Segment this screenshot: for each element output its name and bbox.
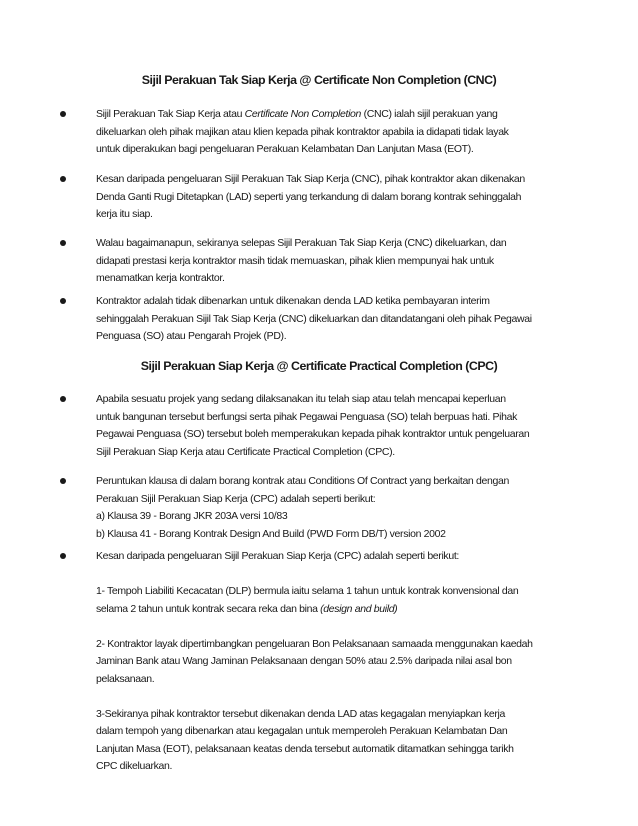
text-line — [96, 235, 574, 253]
text-line — [96, 293, 574, 311]
text-run: Denda Ganti Rugi Ditetapkan (LAD) seperti yang terkandung di dalam borang kontrak sehinggalah — [96, 190, 522, 203]
text-run: Lanjutan Masa (EOT), pelaksanaan keatas denda tersebut automatik ditamatkan sehingga tarikh — [96, 742, 514, 755]
text-run: selama 2 tahun untuk kontrak secara reka dan bina — [96, 602, 321, 615]
text-run: b) Klausa 41 - Borang Kontrak Design And Build (PWD Form DB/T) version 2002 — [96, 527, 446, 540]
text-run: Apabila sesuatu projek yang sedang dilaksanakan itu telah siap atau telah mencapai keperluan — [96, 393, 506, 405]
bullet-icon — [60, 478, 66, 484]
text-run: Kontraktor adalah tidak dibenarkan untuk dikenakan denda LAD ketika pembayaran interim — [96, 295, 490, 307]
text-line — [96, 206, 574, 224]
text-line — [96, 189, 574, 207]
bullet-icon — [60, 396, 66, 402]
text-line — [96, 723, 574, 741]
italic-text: (design and build) — [320, 602, 398, 615]
text-run: menamatkan kerja kontraktor. — [96, 272, 225, 284]
text-line — [96, 124, 574, 142]
text-line — [96, 391, 574, 409]
bullet-icon — [60, 553, 66, 559]
text-run: Pegawai Penguasa (SO) tersebut boleh memperakukan kepada pihak kontraktor untuk pengeluaran — [96, 428, 530, 440]
text-line — [96, 653, 574, 671]
text-run: Peruntukan klausa di dalam borang kontrak atau Conditions Of Contract yang berkaitan dengan — [96, 475, 509, 487]
text-line — [96, 106, 574, 124]
paragraph-gap — [96, 618, 574, 636]
bullet-text — [96, 473, 574, 543]
text-run: Penguasa (SO) atau Pengarah Projek (PD). — [96, 330, 287, 342]
text-run: pelaksanaan. — [96, 672, 155, 685]
text-run: kerja itu siap. — [96, 208, 153, 220]
text-run: dalam tempoh yang dibenarkan atau kegagalan untuk memperoleh Perakuan Kelambatan Dan — [96, 725, 508, 737]
text-line — [96, 636, 574, 654]
bullet-text — [96, 548, 574, 776]
bullet-text — [96, 391, 574, 461]
text-run: Kesan daripada pengeluaran Sijil Perakuan Siap Kerja (CPC) adalah seperti berikut: — [96, 550, 459, 562]
text-run: Sijil Perakuan Tak Siap Kerja atau — [96, 108, 245, 120]
heading-cpc: Sijil Perakuan Siap Kerja @ Certificate Practical Completion (CPC) — [140, 359, 498, 373]
text-run: Sijil Perakuan Siap Kerja atau Certificate Practical Completion (CPC). — [96, 445, 395, 458]
text-run: dikeluarkan oleh pihak majikan atau klien kepada pihak kontraktor apabila ia didapati tidak layak — [96, 125, 509, 138]
text-run: Walau bagaimanapun, sekiranya selepas Sijil Perakuan Tak Siap Kerja (CNC) dikeluarkan, dan — [96, 237, 507, 249]
text-run: a) Klausa 39 - Borang JKR 203A versi 10/83 — [96, 510, 288, 522]
bullet-icon — [60, 176, 66, 182]
paragraph-gap — [96, 566, 574, 584]
text-run: 1- Tempoh Liabiliti Kecacatan (DLP) bermula iaitu selama 1 tahun untuk kontrak konvensional dan — [96, 585, 519, 597]
text-line — [96, 328, 574, 346]
text-line — [96, 409, 574, 427]
bullet-icon — [60, 240, 66, 246]
text-line — [96, 758, 574, 776]
text-line — [96, 444, 574, 462]
text-line — [96, 583, 574, 601]
text-line — [96, 548, 574, 566]
text-line — [96, 311, 574, 329]
text-run: 2- Kontraktor layak dipertimbangkan pengeluaran Bon Pelaksanaan samaada menggunakan kaedah — [96, 637, 533, 650]
text-run: sehinggalah Perakuan Sijil Tak Siap Kerja (CNC) dikeluarkan dan ditandatangani oleh pihak Pegawai — [96, 312, 532, 325]
text-run: 3-Sekiranya pihak kontraktor tersebut dikenakan denda LAD atas kegagalan menyiapkan kerja — [96, 707, 505, 720]
text-run: (CNC) ialah sijil perakuan yang — [361, 108, 498, 120]
text-line — [96, 526, 574, 544]
text-run: untuk diperakukan bagi pengeluaran Perakuan Kelambatan Dan Lanjutan Masa (EOT). — [96, 143, 474, 155]
bullet-text — [96, 235, 574, 288]
text-line — [96, 671, 574, 689]
text-line — [96, 171, 574, 189]
bullet-text — [96, 171, 574, 224]
text-line — [96, 741, 574, 759]
text-line — [96, 601, 574, 619]
italic-text: Certificate Non Completion — [244, 108, 362, 120]
bullet-text — [96, 106, 574, 159]
paragraph-gap — [96, 688, 574, 706]
text-line — [96, 270, 574, 288]
bullet-text — [96, 293, 574, 346]
text-run: Kesan daripada pengeluaran Sijil Perakuan Tak Siap Kerja (CNC), pihak kontraktor akan dikenakan — [96, 173, 525, 185]
bullet-icon — [60, 298, 66, 304]
text-run: Perakuan Sijil Perakuan Siap Kerja (CPC) adalah seperti berikut: — [96, 492, 376, 505]
text-run: CPC dikeluarkan. — [96, 760, 173, 772]
text-line — [96, 253, 574, 271]
text-run: didapati prestasi kerja kontraktor masih tidak memuaskan, pihak klien mempunyai hak untuk — [96, 254, 494, 267]
text-line — [96, 508, 574, 526]
text-line — [96, 141, 574, 159]
heading-cnc: Sijil Perakuan Tak Siap Kerja @ Certificate Non Completion (CNC) — [141, 73, 497, 87]
text-run: untuk bangunan tersebut berfungsi serta pihak Pegawai Penguasa (SO) telah berpuas hati. Pihak — [96, 410, 517, 423]
text-line — [96, 426, 574, 444]
bullet-icon — [60, 111, 66, 117]
text-line — [96, 473, 574, 491]
text-run: Jaminan Bank atau Wang Jaminan Pelaksanaan dengan 50% atau 2.5% daripada nilai asal bon — [96, 655, 512, 667]
text-line — [96, 491, 574, 509]
text-line — [96, 706, 574, 724]
